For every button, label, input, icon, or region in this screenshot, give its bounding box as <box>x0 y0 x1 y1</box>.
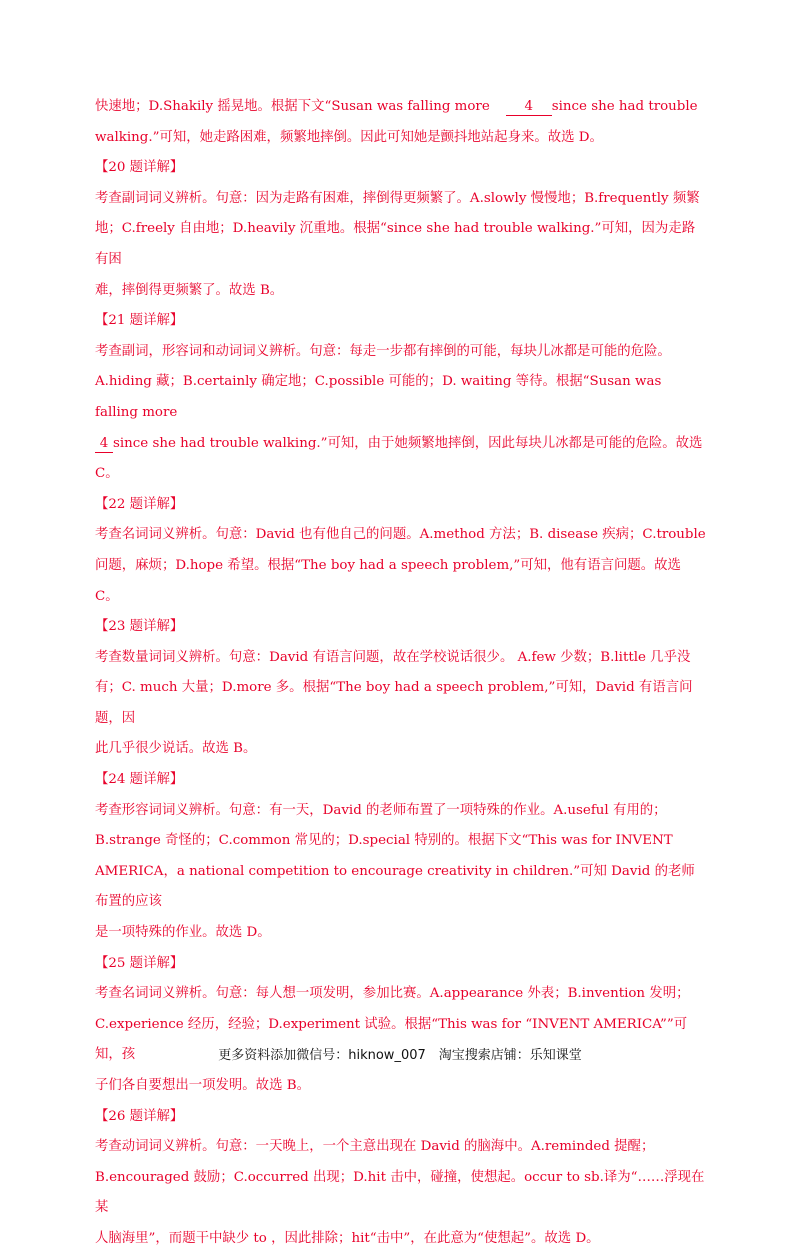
intro-text: since she had trouble <box>551 99 698 114</box>
q22-title: 【22 题详解】 <box>95 496 184 512</box>
page-footer: 更多资料添加微信号：hiknow_007 淘宝搜索店铺：乐知课堂 <box>218 1048 582 1063</box>
q24-line: AMERICA，a national competition to encourage creativity in children.”可知 David 的老师布置的应该 <box>95 863 695 910</box>
q22-line: 考查名词词义辨析。句意：David 也有他自己的问题。A.method 方法；B. disease 疾病；C.trouble <box>95 527 706 543</box>
intro-line-1 <box>95 92 707 123</box>
q21-line: C。 <box>95 466 119 482</box>
q25-line: C.experience 经历，经验；D.experiment 试验。根据“This was for “INVENT AMERICA””可知，孩 <box>95 1016 688 1063</box>
intro-text: 快速地；D.Shakily 摇晃地。根据下文“Susan was falling more <box>95 99 490 114</box>
intro-line-2: walking.”可知，她走路困难，频繁地摔倒。因此可知她是颤抖地站起身来。故选 D。 <box>95 129 603 145</box>
q25-line: 子们各自要想出一项发明。故选 B。 <box>95 1078 310 1093</box>
q24-line: 考查形容词词义辨析。句意：有一天，David 的老师布置了一项特殊的作业。A.useful 有用的； <box>95 802 667 818</box>
q23-line: 有；C. much 大量；D.more 多。根据“The boy had a speech problem,”可知，David 有语言问题，因 <box>95 680 693 726</box>
q21-line: 考查副词，形容词和动词词义辨析。句意：每走一步都有摔倒的可能，每块儿冰都是可能的危险。 <box>95 343 671 359</box>
blank-4: 4 <box>506 99 552 116</box>
q20-line: 地；C.freely 自由地；D.heavily 沉重地。根据“since she had trouble walking.”可知，因为走路有困 <box>95 221 696 267</box>
q20-line: 难，摔倒得更频繁了。故选 B。 <box>95 282 284 298</box>
q21-title: 【21 题详解】 <box>95 313 184 329</box>
q25-title: 【25 题详解】 <box>95 955 184 971</box>
q23-title: 【23 题详解】 <box>95 619 184 635</box>
q21-line: A.hiding 藏；B.certainly 确定地；C.possible 可能的；D. waiting 等待。根据“Susan was falling more <box>95 374 662 420</box>
q26-line: B.encouraged 鼓励；C.occurred 出现；D.hit 击中，碰撞，使想起。occur to sb.译为“……浮现在某 <box>95 1169 705 1216</box>
q21-line <box>95 429 707 460</box>
answer-explanations <box>95 92 707 1255</box>
q20-line: 考查副词词义辨析。句意：因为走路有困难，摔倒得更频繁了。A.slowly 慢慢地；B.frequently 频繁 <box>95 190 700 206</box>
q24-line: 是一项特殊的作业。故选 D。 <box>95 925 271 941</box>
blank-4: 4 <box>95 436 113 453</box>
q24-title: 【24 题详解】 <box>95 772 184 788</box>
q26-line: 考查动词词义辨析。句意：一天晚上，一个主意出现在 David 的脑海中。A.reminded 提醒； <box>95 1139 655 1155</box>
q23-line: 此几乎很少说话。故选 B。 <box>95 741 257 757</box>
q23-line: 考查数量词词义辨析。句意：David 有语言问题，故在学校说话很少。 A.few 少数；B.little 几乎没 <box>95 649 691 665</box>
q25-line: 考查名词词义辨析。句意：每人想一项发明，参加比赛。A.appearance 外表；B.invention 发明； <box>95 986 690 1002</box>
q24-line: B.strange 奇怪的；C.common 常见的；D.special 特别的。根据下文“This was for INVENT <box>95 833 673 849</box>
q22-line: 问题，麻烦；D.hope 希望。根据“The boy had a speech problem,”可知，他有语言问题。故选 C。 <box>95 557 681 604</box>
q20-title: 【20 题详解】 <box>95 160 184 176</box>
q26-title: 【26 题详解】 <box>95 1108 184 1124</box>
q21-text: since she had trouble walking.”可知，由于她频繁地摔倒，因此每块儿冰都是可能的危险。故选 <box>113 435 703 451</box>
q26-line: 人脑海里”，而题干中缺少 to ，因此排除；hit“击中”，在此意为“使想起”。故选 D。 <box>95 1230 600 1246</box>
